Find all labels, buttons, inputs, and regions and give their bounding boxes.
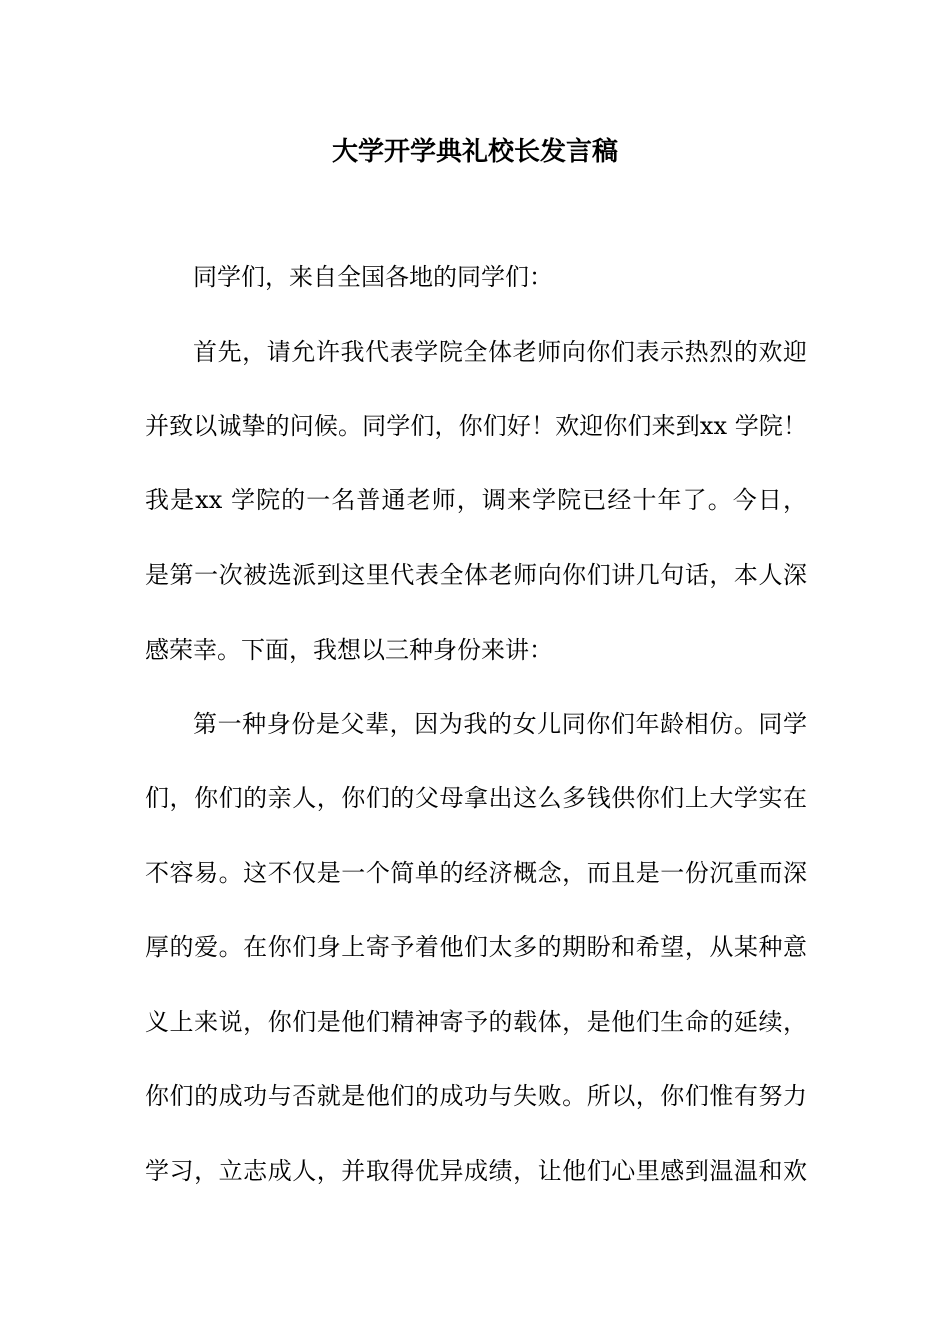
paragraph-line: 不容易。这不仅是一个简单的经济概念，而且是一份沉重而深 xyxy=(145,859,807,887)
paragraph-line: 感荣幸。下面，我想以三种身份来讲： xyxy=(145,636,553,664)
paragraph-line: 首先，请允许我代表学院全体老师向你们表示热烈的欢迎 xyxy=(193,338,807,366)
paragraph-line: 你们的成功与否就是他们的成功与失败。所以，你们惟有努力 xyxy=(145,1082,807,1110)
paragraph-line: 并致以诚挚的问候。同学们，你们好！欢迎你们来到xx 学院！ xyxy=(145,412,807,440)
paragraph-line: 我是xx 学院的一名普通老师，调来学院已经十年了。今日， xyxy=(145,486,807,514)
paragraph-line: 厚的爱。在你们身上寄予着他们太多的期盼和希望，从某种意 xyxy=(145,933,807,961)
paragraph-line: 第一种身份是父辈，因为我的女儿同你们年龄相仿。同学 xyxy=(193,710,807,738)
paragraph-line: 们，你们的亲人，你们的父母拿出这么多钱供你们上大学实在 xyxy=(145,784,807,812)
paragraph-line: 同学们，来自全国各地的同学们： xyxy=(193,263,553,291)
paragraph-line: 义上来说，你们是他们精神寄予的载体，是他们生命的延续， xyxy=(145,1008,807,1036)
paragraph-line: 是第一次被选派到这里代表全体老师向你们讲几句话，本人深 xyxy=(145,561,807,589)
paragraph-line: 学习，立志成人，并取得优异成绩，让他们心里感到温温和欢 xyxy=(145,1157,807,1185)
document-title: 大学开学典礼校长发言稿 xyxy=(331,137,618,167)
